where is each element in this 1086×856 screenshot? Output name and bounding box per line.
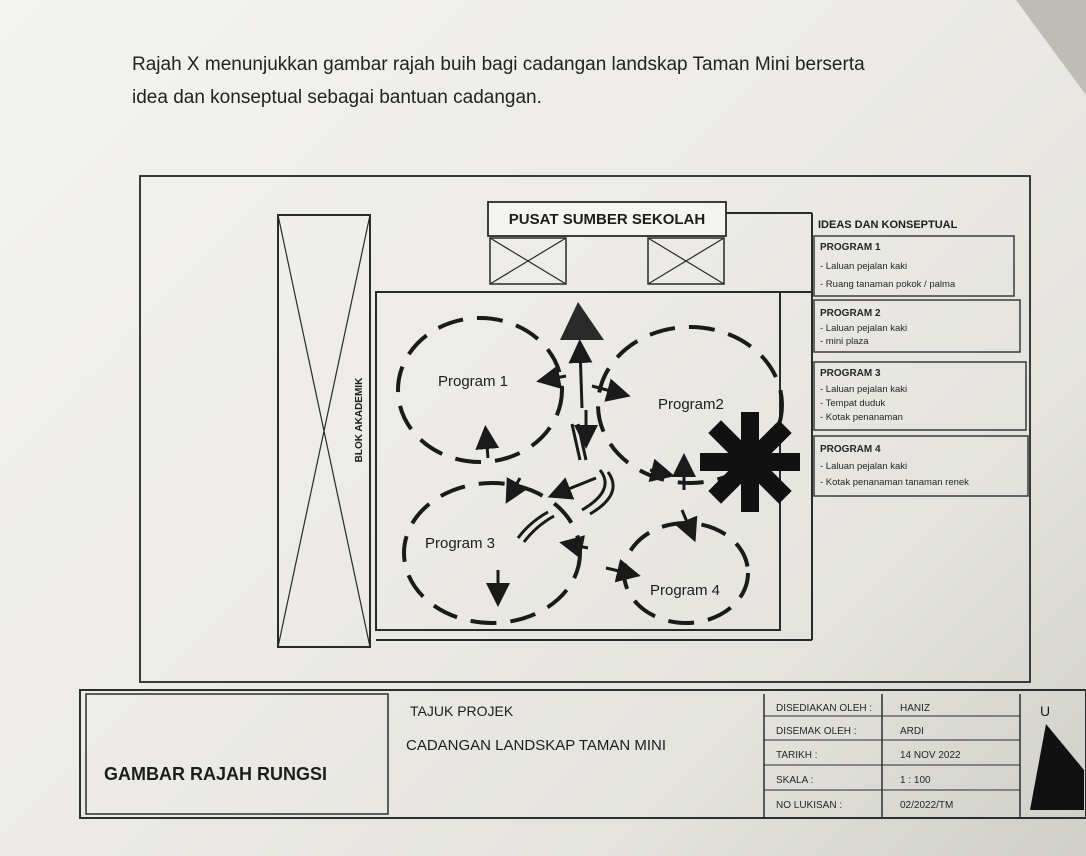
title-block-main: GAMBAR RAJAH RUNGSI [104, 764, 328, 784]
circulation-arrows [486, 348, 692, 598]
program-4-title: PROGRAM 4 [820, 444, 881, 455]
row-label-no-lukisan: NO LUKISAN : [776, 800, 843, 811]
row-label-skala: SKALA : [776, 775, 814, 786]
program-1-item-2: - Ruang tanaman pokok / palma [820, 279, 956, 290]
question-line-2: idea dan konseptual sebagai bantuan cadangan. [132, 87, 542, 108]
side-building-label: BLOK AKADEMIK [354, 377, 365, 463]
row-label-disemak: DISEMAK OLEH : [776, 726, 857, 737]
north-label: U [1040, 703, 1051, 719]
connector-lines [518, 424, 613, 542]
row-value-skala: 1 : 100 [900, 775, 931, 786]
question-line-1: Rajah X menunjukkan gambar rajah buih bagi cadangan landskap Taman Mini berserta [132, 54, 865, 75]
program-1-item-1: - Laluan pejalan kaki [820, 261, 908, 272]
program-2-item-2: - mini plaza [820, 336, 869, 347]
ideas-heading: IDEAS DAN KONSEPTUAL [818, 219, 958, 231]
focal-star [700, 412, 800, 512]
ideas-box-program-4 [814, 436, 1028, 496]
row-label-disediakan: DISEDIAKAN OLEH : [776, 703, 873, 714]
cross-box-left [490, 238, 566, 284]
bubble-label-program-1: Program 1 [438, 373, 509, 390]
program-3-title: PROGRAM 3 [820, 368, 881, 379]
project-label: TAJUK PROJEK [410, 703, 514, 719]
bubble-program-1 [398, 318, 562, 462]
ideas-box-program-3 [814, 362, 1026, 430]
program-3-item-3: - Kotak penanaman [820, 412, 903, 423]
row-value-disediakan: HANIZ [900, 703, 930, 714]
program-2-item-1: - Laluan pejalan kaki [820, 323, 908, 334]
program-3-item-1: - Laluan pejalan kaki [820, 384, 908, 395]
program-4-item-1: - Laluan pejalan kaki [820, 461, 908, 472]
ideas-box-program-1 [814, 236, 1014, 296]
bubble-label-program-4: Program 4 [650, 582, 721, 599]
project-name: CADANGAN LANDSKAP TAMAN MINI [406, 737, 667, 754]
program-3-item-2: - Tempat duduk [820, 398, 886, 409]
cross-box-right [648, 238, 724, 284]
north-arrow-icon [1030, 724, 1084, 810]
bubble-program-3 [404, 483, 580, 623]
bubble-program-4 [624, 523, 748, 623]
ideas-box-program-2 [814, 300, 1020, 352]
program-4-item-2: - Kotak penanaman tanaman renek [820, 477, 969, 488]
bubble-label-program-2: Program2 [658, 396, 724, 413]
top-building-label: PUSAT SUMBER SEKOLAH [508, 211, 706, 228]
program-2-title: PROGRAM 2 [820, 308, 881, 319]
row-value-no-lukisan: 02/2022/TM [900, 800, 954, 811]
program-1-title: PROGRAM 1 [820, 242, 881, 253]
bubble-label-program-3: Program 3 [425, 535, 496, 552]
row-value-tarikh: 14 NOV 2022 [900, 750, 961, 761]
row-value-disemak: ARDI [900, 726, 924, 737]
row-label-tarikh: TARIKH : [776, 750, 818, 761]
entrance-triangle [560, 302, 604, 340]
